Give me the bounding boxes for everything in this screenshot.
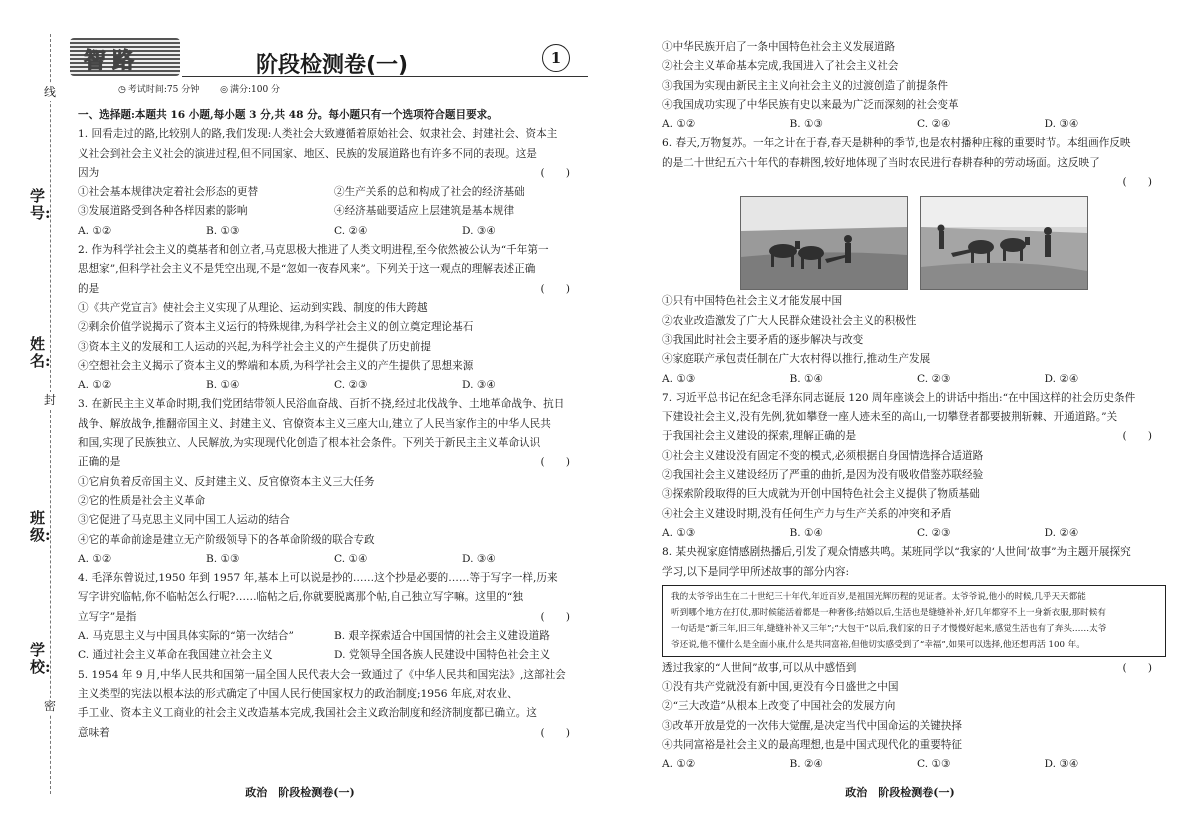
answer-option: B. ①③ xyxy=(206,552,240,565)
answer-blank: ( ) xyxy=(540,726,570,739)
volume-badge: 1 xyxy=(542,44,570,72)
question-text-line xyxy=(78,395,590,414)
text-line: 的是 xyxy=(78,282,100,295)
text-line: 6. 春天,万物复苏。一年之计在于春,春天是耕种的季节,也是农村播种庄稼的重要时节。本组画作反映 xyxy=(662,137,1131,150)
question-text-line xyxy=(78,106,590,125)
question-text-line xyxy=(662,389,1172,408)
text-line: 因为 xyxy=(78,166,100,179)
answer-option: A. ①③ xyxy=(662,526,696,539)
answer-option: C. ①③ xyxy=(917,758,951,771)
statement-item: C. 通过社会主义革命在我国建立社会主义 xyxy=(78,649,273,662)
text-line: 1. 回看走过的路,比较别人的路,我们发现:人类社会大致遵循着原始社会、奴隶社会、封建社会、资本主 xyxy=(78,128,558,141)
question-text-line xyxy=(78,531,590,550)
answer-option: D. ③④ xyxy=(462,552,496,565)
question-text-line xyxy=(662,717,1172,736)
statement-item: A. 马克思主义与中国具体实际的“第一次结合” xyxy=(78,630,294,643)
story-line: 我的太爷爷出生在二十世纪三十年代,年近百岁,是祖国光辉历程的见证者。太爷爷说,他小的时候,几乎天天都能 xyxy=(671,591,1086,602)
answer-options xyxy=(662,115,1172,134)
text-line: ①社会主义建设没有固定不变的模式,必须根据自身国情选择合适道路 xyxy=(662,449,984,462)
text-line: ④空想社会主义揭示了资本主义的弊端和本质,为科学社会主义的产生提供了思想来源 xyxy=(78,359,474,372)
text-line: 义社会到社会主义社会的演进过程,但不同国家、地区、民族的发展道路也有许多不同的表现。这是 xyxy=(78,147,537,160)
question-text-line xyxy=(662,659,1172,678)
question-text-line xyxy=(78,260,590,279)
school-label: 学校: xyxy=(30,641,51,676)
story-line: 听到哪个地方在打仗,那时候能活着都是一种奢侈;结婚以后,生活也是缝缝补补,好几年都穿不上一身新衣服,那时候有 xyxy=(671,607,1106,618)
answer-option: A. ①② xyxy=(78,224,112,237)
text-line: 4. 毛泽东曾说过,1950 年到 1957 年,基本上可以说是抄的……这个抄是必要的……等于写字一样,历来 xyxy=(78,572,558,585)
answer-option: C. ②④ xyxy=(917,118,951,131)
question-text-line xyxy=(662,331,1172,350)
text-line: 手工业、资本主义工商业的社会主义改造基本完成,我国社会主义政治制度和经济制度都已确立。这 xyxy=(78,707,537,720)
exam-meta xyxy=(118,82,298,95)
logo-text: 智路 xyxy=(84,49,141,74)
statement-pair xyxy=(78,183,590,202)
answer-option: A. ①③ xyxy=(662,372,696,385)
right-footer: 政治 阶段检测卷(一) xyxy=(845,786,955,799)
text-line: 意味着 xyxy=(78,726,110,739)
binding-strip xyxy=(0,0,72,827)
text-line: ③它促进了马克思主义同中国工人运动的结合 xyxy=(78,514,290,527)
question-text-line xyxy=(662,96,1172,115)
question-text-line xyxy=(662,57,1172,76)
text-line: ③探索阶段取得的巨大成就为开创中国特色社会主义提供了物质基础 xyxy=(662,488,980,501)
answer-blank: ( ) xyxy=(1122,176,1152,189)
answer-option: B. ①④ xyxy=(206,379,240,392)
clock-icon: ◷ xyxy=(118,85,126,95)
text-line: ④家庭联产承包责任制在广大农村得以推行,推动生产发展 xyxy=(662,353,931,366)
question-text-line xyxy=(78,415,590,434)
question-text-line xyxy=(662,350,1172,369)
answer-option: D. ③④ xyxy=(1044,758,1079,771)
answer-option: A. ①② xyxy=(78,552,112,565)
question-text-line xyxy=(662,154,1172,173)
text-line: ④我国成功实现了中华民族有史以来最为广泛而深刻的社会变革 xyxy=(662,98,959,111)
answer-option: B. ②④ xyxy=(789,758,824,771)
answer-options xyxy=(78,550,590,569)
text-line: 的是二十世纪五六十年代的春耕图,较好地体现了当时农民进行春耕春种的劳动场面。这反映了 xyxy=(662,156,1100,169)
text-line: ②农业改造激发了广大人民群众建设社会主义的积极性 xyxy=(662,314,917,327)
answer-option: A. ①② xyxy=(78,379,112,392)
text-line: 和国,实现了民族独立、人民解放,为实现现代化创造了根本社会条件。下列关于新民主主义革命认识 xyxy=(78,437,541,450)
answer-options xyxy=(78,376,590,395)
question-text-line xyxy=(662,173,1172,192)
right-questions xyxy=(662,38,1172,775)
statement-pair xyxy=(78,627,590,646)
text-line: ②它的性质是社会主义革命 xyxy=(78,494,206,507)
text-line: 立写字”是指 xyxy=(78,610,137,623)
answer-option: D. ②④ xyxy=(1044,526,1079,539)
page-title: 阶段检测卷(一) xyxy=(256,53,409,78)
statement-item: ③发展道路受到各种各样因素的影响 xyxy=(78,205,248,218)
text-line: 7. 习近平总书记在纪念毛泽东同志诞辰 120 周年座谈会上的讲话中指出:“在中国这样的社会历史条件 xyxy=(662,391,1136,404)
question-text-line xyxy=(662,466,1172,485)
student-name-label: 姓名: xyxy=(30,335,51,370)
question-text-line xyxy=(662,134,1172,153)
question-text-line xyxy=(662,447,1172,466)
question-text-line xyxy=(78,588,590,607)
question-text-line xyxy=(662,427,1172,446)
answer-option: A. ①② xyxy=(662,758,696,771)
question-text-line xyxy=(78,685,590,704)
answer-option: C. ②③ xyxy=(917,372,951,385)
answer-option: C. ②③ xyxy=(917,526,951,539)
question-text-line xyxy=(78,704,590,723)
text-line: 2. 作为科学社会主义的奠基者和创立者,马克思极大推进了人类文明进程,至今依然被公认为“千年第一 xyxy=(78,244,549,257)
answer-option: D. ③④ xyxy=(1044,118,1079,131)
question-text-line xyxy=(662,38,1172,57)
question-text-line xyxy=(662,292,1172,311)
ploughing-painting-1 xyxy=(740,196,908,290)
statement-item: ②生产关系的总和构成了社会的经济基础 xyxy=(334,186,525,199)
answer-option: D. ②④ xyxy=(1044,372,1079,385)
question-text-line xyxy=(78,299,590,318)
question-text-line xyxy=(662,77,1172,96)
question-text-line xyxy=(78,164,590,183)
answer-option: B. ①③ xyxy=(206,224,240,237)
text-line: ④共同富裕是社会主义的最高理想,也是中国式现代化的重要特征 xyxy=(662,739,962,752)
seal-mark-feng: 封 xyxy=(44,393,57,407)
text-line: ③我国为实现由新民主主义向社会主义的过渡创造了前提条件 xyxy=(662,79,949,92)
question-text-line xyxy=(78,453,590,472)
answer-options xyxy=(662,524,1172,543)
text-line: ④社会主义建设时期,没有任何生产力与生产关系的冲突和矛盾 xyxy=(662,507,952,520)
statement-item: D. 党领导全国各族人民建设中国特色社会主义 xyxy=(334,649,551,662)
text-line: ①《共产党宣言》使社会主义实现了从理论、运动到实践、制度的伟大跨越 xyxy=(78,301,428,314)
answer-option: C. ①④ xyxy=(334,552,368,565)
question-text-line xyxy=(78,608,590,627)
ploughing-painting-2 xyxy=(920,196,1088,290)
text-line: ①它肩负着反帝国主义、反封建主义、反官僚资本主义三大任务 xyxy=(78,475,375,488)
exam-score: 满分:100 分 xyxy=(229,85,281,95)
question-text-line xyxy=(662,678,1172,697)
statement-item: B. 艰辛探索适合中国国情的社会主义建设道路 xyxy=(334,630,550,643)
right-page xyxy=(600,0,1200,827)
answer-option: D. ③④ xyxy=(462,224,496,237)
text-line: ②我国社会主义建设经历了严重的曲折,是因为没有吸收借鉴苏联经验 xyxy=(662,469,984,482)
statement-pair xyxy=(78,202,590,221)
text-line: 战争、解放战争,推翻帝国主义、封建主义、官僚资本主义三座大山,建立了人民当家作主的中华人民共 xyxy=(78,417,551,430)
seal-mark-mi: 密 xyxy=(44,699,57,713)
student-id-label: 学号: xyxy=(30,187,51,222)
question-text-line xyxy=(78,145,590,164)
question-text-line xyxy=(662,485,1172,504)
answer-options xyxy=(662,755,1172,774)
question-text-line xyxy=(662,736,1172,755)
answer-option: C. ②④ xyxy=(334,224,368,237)
text-line: ③改革开放是党的一次伟大觉醒,是决定当代中国命运的关键抉择 xyxy=(662,719,962,732)
question-text-line xyxy=(78,473,590,492)
question-text-line xyxy=(78,357,590,376)
answer-blank: ( ) xyxy=(540,456,570,469)
answer-option: B. ①④ xyxy=(789,526,824,539)
answer-options xyxy=(662,370,1172,389)
answer-option: A. ①② xyxy=(662,118,696,131)
text-line: 学习,以下是同学甲所述故事的部分内容: xyxy=(662,565,850,578)
text-line: ②社会主义革命基本完成,我国进入了社会主义社会 xyxy=(662,60,899,73)
question-text-line xyxy=(78,666,590,685)
statement-item: ①社会基本规律决定着社会形态的更替 xyxy=(78,186,259,199)
answer-blank: ( ) xyxy=(540,610,570,623)
publisher-logo xyxy=(70,38,180,76)
spring-ploughing-images xyxy=(662,192,1172,292)
answer-option: B. ①④ xyxy=(789,372,824,385)
exam-header xyxy=(70,38,588,100)
text-line: 透过我家的“人世间”故事,可以从中感悟到 xyxy=(662,661,857,674)
statement-item: ④经济基础要适应上层建筑是基本规律 xyxy=(334,205,515,218)
text-line: 思想家”,但科学社会主义不是凭空出现,不是“忽如一夜春风来”。下列关于这一观点的理解表述正确 xyxy=(78,263,536,276)
answer-blank: ( ) xyxy=(540,282,570,295)
text-line: 一、选择题:本题共 16 小题,每小题 3 分,共 48 分。每小题只有一个选项符合题目要求。 xyxy=(78,109,498,121)
question-text-line xyxy=(78,492,590,511)
question-text-line xyxy=(662,697,1172,716)
answer-blank: ( ) xyxy=(1122,430,1152,443)
answer-option: B. ①③ xyxy=(789,118,824,131)
answer-blank: ( ) xyxy=(1122,661,1152,674)
seal-mark-xian: 线 xyxy=(44,85,57,99)
text-line: 写字讲究临帖,你不临帖怎么行呢?……临帖之后,你就要脱离那个帖,自己独立写字嘛。这里的“独 xyxy=(78,591,523,604)
question-text-line xyxy=(78,318,590,337)
question-text-line xyxy=(78,569,590,588)
left-footer: 政治 阶段检测卷(一) xyxy=(245,786,355,799)
class-label: 班级: xyxy=(30,509,51,544)
statement-pair xyxy=(78,646,590,665)
text-line: 于我国社会主义建设的探索,理解正确的是 xyxy=(662,430,857,443)
answer-option: C. ②③ xyxy=(334,379,368,392)
left-questions xyxy=(78,106,590,743)
question-text-line xyxy=(78,724,590,743)
story-line: 一句话是“新三年,旧三年,缝缝补补又三年”;“大包干”以后,我们家的日子才慢慢好起来,感觉生活也有了奔头……太爷 xyxy=(671,623,1107,634)
exam-time: 考试时间:75 分钟 xyxy=(127,85,200,95)
text-line: 8. 某央视家庭情感剧热播后,引发了观众情感共鸣。某班同学以“我家的‘人世间’故事”为主题开展探究 xyxy=(662,546,1131,559)
answer-options xyxy=(78,222,590,241)
question-text-line xyxy=(662,408,1172,427)
text-line: ④它的革命前途是建立无产阶级领导下的各革命阶级的联合专政 xyxy=(78,533,375,546)
text-line: ③我国此时社会主要矛盾的逐步解决与改变 xyxy=(662,333,864,346)
text-line: 5. 1954 年 9 月,中华人民共和国第一届全国人民代表大会一致通过了《中华人民共和国宪法》,这部社会 xyxy=(78,668,566,681)
answer-blank: ( ) xyxy=(540,166,570,179)
question-text-line xyxy=(78,241,590,260)
question-text-line xyxy=(662,505,1172,524)
answer-option: D. ③④ xyxy=(462,379,496,392)
text-line: ②“三大改造”从根本上改变了中国社会的发展方向 xyxy=(662,700,896,713)
text-line: 主义类型的宪法以根本法的形式确定了中国人民行使国家权力的政治制度;1956 年底,对农业、 xyxy=(78,687,518,700)
text-line: 3. 在新民主主义革命时期,我们党团结带领人民浴血奋战、百折不挠,经过北伐战争、土地革命战争、抗日 xyxy=(78,398,565,411)
text-line: ①没有共产党就没有新中国,更没有今日盛世之中国 xyxy=(662,681,899,694)
question-text-line xyxy=(78,280,590,299)
story-box xyxy=(662,585,1166,657)
cut-line xyxy=(50,34,51,794)
text-line: ②剩余价值学说揭示了资本主义运行的特殊规律,为科学社会主义的创立奠定理论基石 xyxy=(78,321,474,334)
question-text-line xyxy=(662,563,1172,582)
text-line: ①只有中国特色社会主义才能发展中国 xyxy=(662,295,843,308)
text-line: 下建设社会主义,没有先例,犹如攀登一座人迹未至的高山,一切攀登者都要披荆斩棘、开通道路。”关 xyxy=(662,411,1118,424)
text-line: 正确的是 xyxy=(78,456,121,469)
question-text-line xyxy=(78,125,590,144)
story-line: 爷还说,他不懂什么是全面小康,什么是共同富裕,但他切实感受到了“幸福”,如果可以选择,他还想再活 100 年。 xyxy=(671,639,1085,650)
text-line: ①中华民族开启了一条中国特色社会主义发展道路 xyxy=(662,41,896,53)
question-text-line xyxy=(78,511,590,530)
question-text-line xyxy=(78,338,590,357)
question-text-line xyxy=(78,434,590,453)
question-text-line xyxy=(662,312,1172,331)
text-line: ③资本主义的发展和工人运动的兴起,为科学社会主义的产生提供了历史前提 xyxy=(78,340,431,353)
question-text-line xyxy=(662,543,1172,562)
score-icon: ◎ xyxy=(220,85,228,95)
